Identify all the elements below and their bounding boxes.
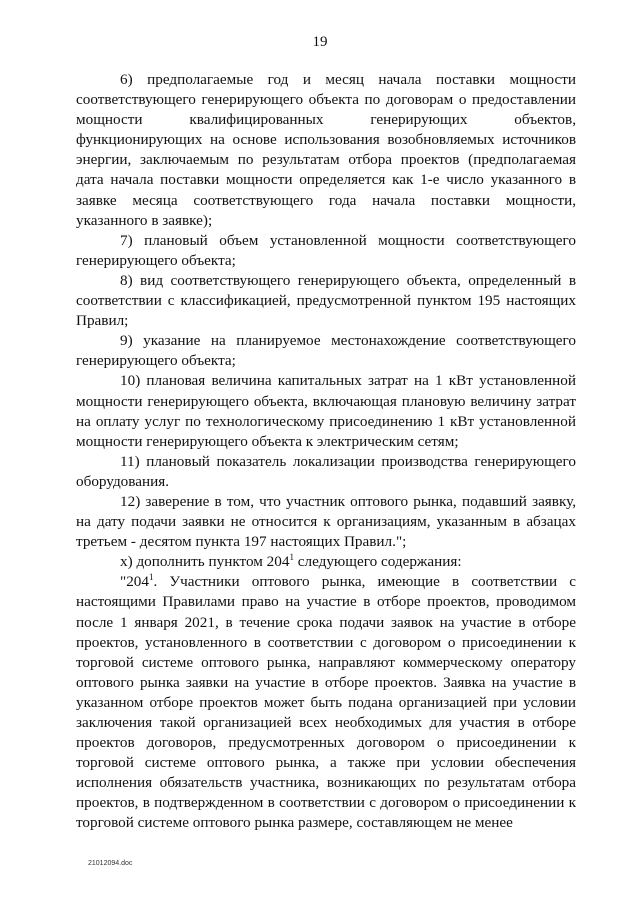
page-number: 19 <box>312 34 328 50</box>
amendment-x-superscript: 1 <box>289 552 294 563</box>
clause-204-number: "204 <box>120 573 149 591</box>
clause-204-superscript: 1 <box>148 572 154 583</box>
paragraph-amendment-x <box>76 552 576 572</box>
amendment-x-text-end: следующего содержания: <box>293 553 462 571</box>
paragraph-clause-204-1 <box>76 572 576 833</box>
paragraph-item-6: 6) предполагаемые год и месяц начала поставки мощности соответствующего генерирующего объекта по договорам о предоставлении мощности квалифицированных генерирующих объектов, функционирующих на основе использования возобновляемых источников энергии, заключаемым по результатам отбора проектов (предполагаемая дата начала поставки мощности определяется как 1-е число указанного в заявке месяца соответствующего года начала поставки мощности, указанного в заявке); <box>76 71 576 229</box>
document-body <box>76 70 576 834</box>
paragraph-item-9: 9) указание на планируемое местонахождение соответствующего генерирующего объекта; <box>76 332 576 370</box>
paragraph-item-7: 7) плановый объем установленной мощности соответствующего генерирующего объекта; <box>76 231 576 269</box>
clause-204-text: . Участники оптового рынка, имеющие в соответствии с настоящими Правилами право на участие в отборе проектов, проводимом после 1 января 2021, в течение срока подачи заявок на участие в отборе проектов, установленного в соответствии с договором о присоединении к торговой системе оптового рынка, направляют коммерческому оператору оптового рынка заявки на участие в отборе проектов. Заявка на участие в указанном отборе проектов может быть подана организацией при условии заключения такой организацией всех необходимых для участия в отборе проектов договоров, предусмотренных договором о присоединении к торговой системе оптового рынка, а также при условии обеспечения исполнения обязательств участника, возникающих по результатам отбора проектов, в подтвержденном в соответствии с договором о присоединении к торговой системе оптового рынка размере, составляющем не менее <box>76 573 576 832</box>
paragraph-item-10: 10) плановая величина капитальных затрат на 1 кВт установленной мощности генерирующего объекта, включающая плановую величину затрат на оплату услуг по технологическому присоединению 1 кВт установленной мощности генерирующего объекта к электрическим сетям; <box>76 372 576 450</box>
document-footer-filename: 21012094.doc <box>88 860 133 867</box>
paragraph-item-11: 11) плановый показатель локализации производства генерирующего оборудования. <box>76 452 576 490</box>
amendment-x-text-start: х) дополнить пунктом 204 <box>120 553 290 571</box>
paragraph-item-8: 8) вид соответствующего генерирующего объекта, определенный в соответствии с классификацией, предусмотренной пунктом 195 настоящих Правил; <box>76 271 576 330</box>
paragraph-item-12: 12) заверение в том, что участник оптового рынка, подавший заявку, на дату подачи заявки не относится к организациям, указанным в абзацах третьем - десятом пункта 197 настоящих Правил."; <box>76 492 576 551</box>
